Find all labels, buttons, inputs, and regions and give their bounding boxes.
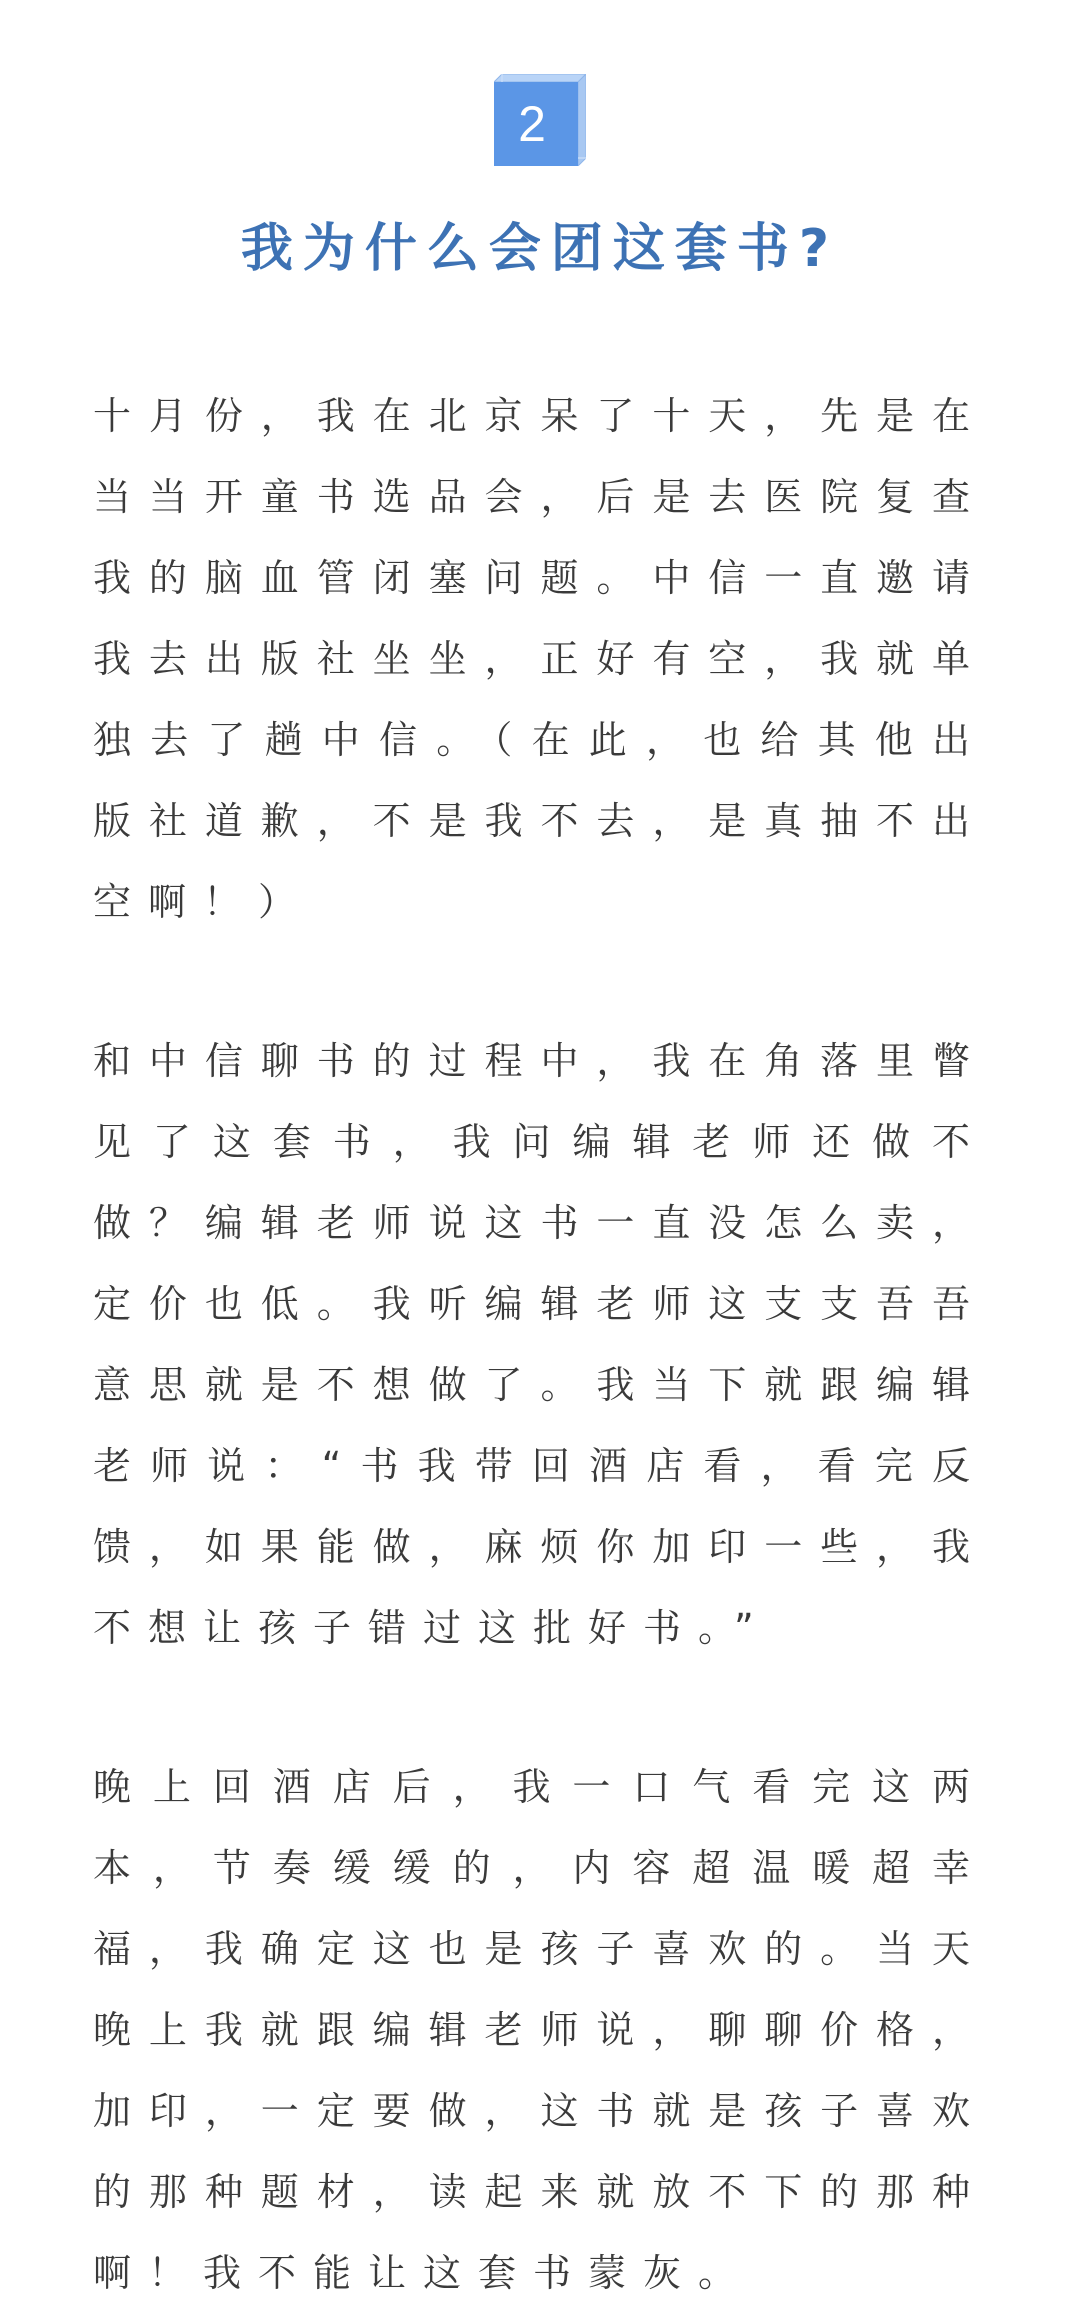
paragraph-3: 晚上回酒店后，我一口气看完这两本，节奏缓缓的，内容超温暖超幸福，我确定这也是孩子喜欢的。当天晚上我就跟编辑老师说，聊聊价格，加印，一定要做，这书就是孩子喜欢的那种题材，读起来就放不下的那种啊！我不能让这套书蒙灰。 [93,1765,987,2295]
paragraph-1: 十月份，我在北京呆了十天，先是在当当开童书选品会，后是去医院复查我的脑血管闭塞问题。中信一直邀请我去出版社坐坐，正好有空，我就单独去了趟中信。（在此，也给其他出版社道歉，不是我不去，是真抽不出空啊！） [93,394,987,924]
section-header [0,74,1080,281]
paragraph-2: 和中信聊书的过程中，我在角落里瞥见了这套书，我问编辑老师还做不做？编辑老师说这书一直没怎么卖，定价也低。我听编辑老师这支支吾吾意思就是不想做了。我当下就跟编辑老师说：“书我带回酒店看，看完反馈，如果能做，麻烦你加印一些，我不想让孩子错过这批好书。” [93,1039,987,1650]
section-number: 2 [518,96,546,152]
article-body [93,376,987,2314]
section-title: 我为什么会团这套书? [240,219,840,279]
section-number-badge [494,74,586,166]
